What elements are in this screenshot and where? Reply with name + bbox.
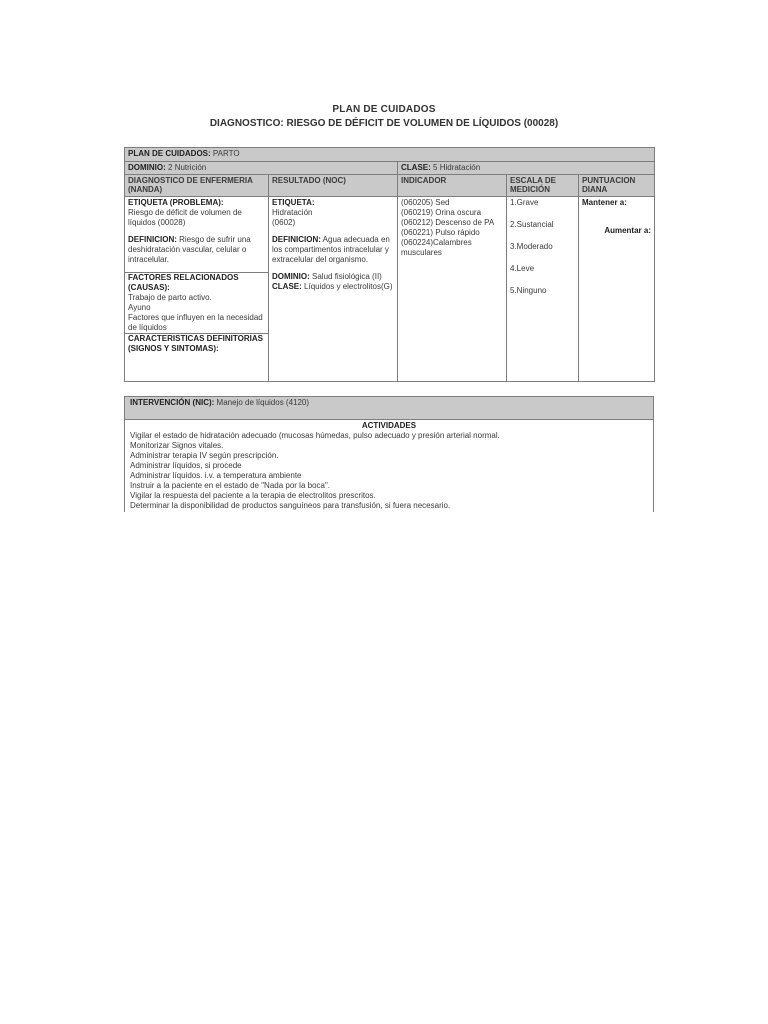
escala-cell xyxy=(507,197,579,382)
escala-item: 3.Moderado xyxy=(510,242,553,251)
actividad-item: Administrar líquidos, si procede xyxy=(130,461,242,470)
actividad-item: Instruir a la paciente en el estado de "Nada por la boca". xyxy=(130,481,331,490)
noc-dominio xyxy=(272,272,394,282)
indicador-item: (060212) Descenso de PA xyxy=(401,218,495,227)
intervention-table xyxy=(124,396,654,513)
puntuacion-cell xyxy=(579,197,655,382)
escala-item: 1.Grave xyxy=(510,198,539,207)
nanda-factor-item: Trabajo de parto activo. xyxy=(128,293,212,302)
plan-label: PLAN DE CUIDADOS: xyxy=(128,149,211,158)
noc-definicion-text: Agua adecuada en los compartimentos intracelular y extracelular del organismo. xyxy=(272,235,390,264)
noc-definicion-label: DEFINICION: xyxy=(272,235,321,244)
nic-value: Manejo de líquidos (4120) xyxy=(216,398,310,407)
noc-dominio-label: DOMINIO: xyxy=(272,272,310,281)
header-indicador: INDICADOR xyxy=(398,175,507,197)
noc-clase-text: Líquidos y electrolitos(G) xyxy=(304,282,393,291)
document-title-block xyxy=(0,104,768,130)
nanda-factor-item: Ayuno xyxy=(128,303,151,312)
nanda-caracteristicas-label: CARACTERISTICAS DEFINITORIAS (SIGNOS Y SINTOMAS): xyxy=(125,333,268,354)
header-nanda: DIAGNOSTICO DE ENFERMERIA (NANDA) xyxy=(125,175,269,197)
actividad-item: Administrar terapia IV según prescripción. xyxy=(130,451,279,460)
escala-item: 4.Leve xyxy=(510,264,535,273)
nanda-factores-label: FACTORES RELACIONADOS (CAUSAS): xyxy=(125,272,268,293)
noc-dominio-text: Salud fisiológica (II) xyxy=(312,272,382,281)
actividades-list xyxy=(130,431,648,511)
nanda-cell xyxy=(125,197,269,382)
plan-header-row xyxy=(125,148,655,162)
nanda-etiqueta-text: Riesgo de déficit de volumen de líquidos (00028) xyxy=(128,208,242,227)
indicador-item: (060219) Orina oscura xyxy=(401,208,482,217)
clase-value: 5 Hidratación xyxy=(433,163,481,172)
indicador-cell xyxy=(398,197,507,382)
document-subtitle: DIAGNOSTICO: RIESGO DE DÉFICIT DE VOLUMEN DE LÍQUIDOS (00028) xyxy=(209,118,559,129)
clase-label: CLASE: xyxy=(401,163,431,172)
actividades-title: ACTIVIDADES xyxy=(361,421,417,430)
plan-body-row xyxy=(125,197,655,382)
noc-etiqueta-code: (0602) xyxy=(272,218,296,227)
dominio-value: 2 Nutrición xyxy=(168,163,207,172)
indicador-item: (060205) Sed xyxy=(401,198,450,207)
nanda-definicion xyxy=(128,235,265,265)
actividad-item: Monitorizar Signos vitales. xyxy=(130,441,224,450)
header-puntuacion: PUNTUACION DIANA xyxy=(579,175,655,197)
nanda-definicion-label: DEFINICION: xyxy=(128,235,177,244)
nanda-etiqueta-label: ETIQUETA (PROBLEMA): xyxy=(128,198,224,207)
noc-clase-label: CLASE: xyxy=(272,282,302,291)
noc-etiqueta-label: ETIQUETA: xyxy=(272,198,315,207)
noc-etiqueta-text: Hidratación xyxy=(272,208,313,217)
header-escala: ESCALA DE MEDICIÓN xyxy=(507,175,579,197)
aumentar-label: Aumentar a: xyxy=(604,226,651,235)
actividad-item: Administrar líquidos. i.v. a temperatura ambiente xyxy=(130,471,302,480)
header-noc: RESULTADO (NOC) xyxy=(269,175,398,197)
dominio-row xyxy=(125,162,655,175)
noc-clase xyxy=(272,282,394,292)
document-title: PLAN DE CUIDADOS xyxy=(332,104,436,115)
care-plan-table xyxy=(124,147,655,382)
indicador-item: (060224)Calambres musculares xyxy=(401,238,472,257)
plan-value: PARTO xyxy=(212,149,240,158)
noc-definicion xyxy=(272,235,394,265)
actividades-row xyxy=(125,420,654,513)
actividad-item: Determinar la disponibilidad de productos sanguíneos para transfusión, si fuera necesario. xyxy=(130,501,451,510)
noc-cell xyxy=(269,197,398,382)
column-headers-row xyxy=(125,175,655,197)
escala-item: 5.Ninguno xyxy=(510,286,547,295)
escala-item: 2.Sustancial xyxy=(510,220,554,229)
actividad-item: Vigilar el estado de hidratación adecuado (mucosas húmedas, pulso adecuado y presión arterial normal. xyxy=(130,431,500,440)
nanda-factor-item: Factores que influyen en la necesidad de líquidos xyxy=(128,313,263,332)
dominio-label: DOMINIO: xyxy=(128,163,166,172)
indicador-item: (060221) Pulso rápido xyxy=(401,228,480,237)
mantener-label: Mantener a: xyxy=(582,198,627,207)
scan-cutoff xyxy=(120,512,660,518)
nic-header-row xyxy=(125,397,654,420)
nanda-definicion-text: Riesgo de sufrir una deshidratación vascular, celular o intracelular. xyxy=(128,235,251,264)
actividad-item: Vigilar la respuesta del paciente a la terapia de electrolitos prescritos. xyxy=(130,491,376,500)
nic-label: INTERVENCIÓN (NIC): xyxy=(130,398,215,407)
